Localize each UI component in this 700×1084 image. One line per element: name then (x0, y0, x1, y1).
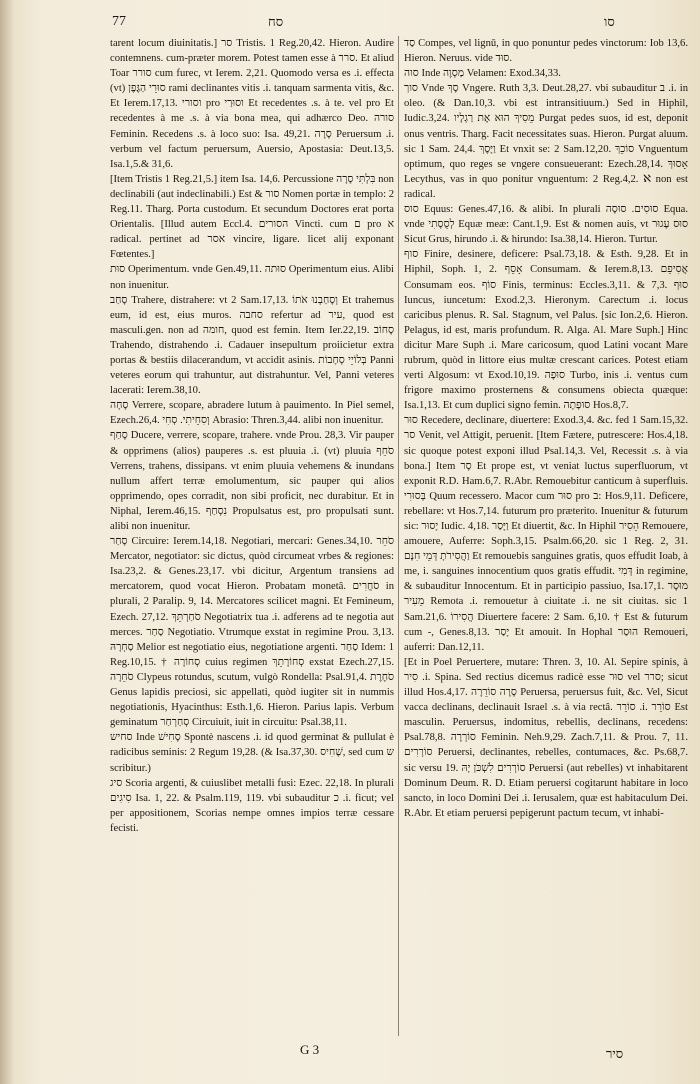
catchword: סיר (606, 1047, 624, 1062)
entry-sachish: סחיש Inde סָחִישׁ Spontè nascens .i. id quod germinat & pullulat è radicibus seminis: 2 Regum 19,28. (& Isa.37,30. שָׁחִיס, sed cum ש scribitur.) (110, 732, 394, 774)
entry-sus: סוס Equus: Genes.47,16. & alibi. In plurali סוּסִים. סוּסָה Equa. vnde לְסֻסָתִי Equæ meæ: Cant.1,9. Est & nomen auis, vt סוּס עָגוּר Sicut Grus, hirundo .i. & hirundo: Isa.38,14. Hieron. Turtur. (404, 204, 688, 246)
two-column-body (110, 36, 686, 1036)
entry-sar-item: [Item Tristis 1 Reg.21,5.] item Isa. 14,6. Percussione בִּלְתִּי סָרָה non declinabili (aut indeclinabili.) Est & סור Nomen portæ in templo: 2 Reg.11. Tharg. Porta custodum. Et secundum Doctores erat porta Orientalis. [Illud autem Eccl.4. הסורים Vincti. cum ם pro א radical. pertinet ad אסר vincire, ligare. licet alij exponant Fœtentes.] (110, 173, 394, 261)
running-header (0, 10, 700, 34)
page-footer (0, 1040, 700, 1070)
entry-sut: סוּת Operimentum. vnde Gen.49,11. סוּתה Operimentum eius. Alibi non inuenitur. (110, 264, 394, 291)
running-head-right: סו (604, 14, 615, 29)
entry-suh: סוה Inde מַסְוֶה Velamen: Exod.34,33. (404, 68, 561, 80)
entry-sad: סַד Compes, vel lignū, in quo ponuntur pedes vinctorum: Iob 13,6. Hieron. Neruus. vide סוּד. (404, 38, 688, 65)
entry-suf: סוף Finire, desinere, deficere: Psal.73,18. & Esth. 9,28. Et in Hiphil, Soph. 1, 2. אָסֵף Consumam. & Ierem.8,13. אֲסִיפֵם Consumam eos. סוֹף Finis, terminus: Eccles.3,11. & 7,3. סוּף Iuncus, iuncetum: Exod.2,3. Hieronym. Carectum .i. locus caricibus plenus. R. Sal. Stagnum, vel Palus. [sic Ion.2,6. Hieron. Pelagus, id est, maris profundum. R. Alga. Al. Mare Suph.] Hinc dicitur Mare Suph .i. Mare caricosum, quod Latini vocant Mare rubrum, quòd in littore eius multæ crescant carices. Potest etiam verti Algosum: vt Exod.10,19. סוּפָה Turbo, inis .i. ventus cum frigore maximo prosternens & consumens obiecta quæque: Isa.1,13. Et cum duplici signo femin. סוּפָתָה Hos.8,7. (404, 249, 688, 412)
entry-sachaf: סָחַף Ducere, verrere, scopare, trahere. vnde Prou. 28,3. Vir pauper & opprimens (alios) pauperes .s. est pluuia .i. (vt) pluuia סֹחֵף Verrens, trahens, dissipans. vt enim pluuia vehemens & inundans nullum affert terræ emolumentum, sic pauper qui alios opprimendo, opes corradit, non sibi proficit, nec durabitur. Et in Niphal, Ierem.46,15. נִסְחַף Propulsatus est, pro propulsati sunt. alibi non inuenitur. (110, 430, 394, 532)
left-column (110, 36, 394, 1036)
right-column (404, 36, 688, 1036)
column-divider (398, 36, 399, 1036)
gutter-shadow (0, 0, 14, 1084)
page-number: 77 (112, 14, 126, 29)
entry-sur-poel: [Et in Poel Peruertere, mutare: Thren. 3, 10. Al. Sepire spinis, à סִיר .i. Spina. Sed rectius dicemus radicè esse סוּר vel סרר; sicut illud Hos.4,17. סָרָה סוֹרֵרָה Peruersa, peruersus fuit, &c. Vel, Sicut vacca declinans, declinauit Israel .s. à via rectâ. סוֹרֵר .i. סוֹרֵר Est masculin. Peruersus, indomitus, rebellis, declinans, recedens: Psal.78,8. סוֹרְרָה Feminin. Neh.9,29. Zach.7,11. & Prou. 7, 11. סוֹרְרִים Peruersi, declinantes, rebelles, contumaces, &c. Ps.68,7. sic versu 19. סוֹרְרִים לִשְׁכֹּן יָהּ Peruersi (aut rebelles) vt inhabitarent Dominum Deum. R. D. Etiam peruersi cogitarunt habitare in loco sancto, in loco Domini Dei .i. Ierusalem, quæ est habitaculum Dei. R.Abr. Et etiam peruersi pepigerunt pactum tecum, vt inhabi- (404, 656, 688, 819)
signature-mark: G 3 (300, 1042, 320, 1057)
entry-such: סוך Vnde סָךְ Vngere. Ruth 3,3. Deut.28,27. vbi subauditur ב .i. in oleo. (& Dan.10,3. vbi est intransitiuum.) Sed in Hiphil, Iudic.3,24. מֵסִיךְ הוּא אֶת רַגְלָיו Purgat pedes suos, id est, deponit onus ventris. Tharg. Facit necessitates suas. Hieron. Purgat aluum. sic 1 Sam. 24,4. וַיָּסֶךְ Et vnxit se: 2 Sam.12,20. סוֹכֵךְ Vnguentum optimum, quo reges se vngere consueuerant: Ezech.28,14. אָסוּךְ Lecythus, vas in quo ponitur vnguentum: 2 Reg.4,2. ℵ non est radical. (404, 83, 688, 200)
entry-sar: tarent locum diuinitatis.] סר Tristis. 1 Reg.20,42. Hieron. Audire contemnens. cum-præter morem. Potest tamen esse à סרר. Et aliud Toar סורר cum furec, vt Ierem. 2,21. Quomodo versa es .i. effecta (vt) סוּרֵי הַגֶּפֶן rami declinantes vitis .i. tanquam sarmenta vitis, &c. Et Ierem.17,13. וסורי pro וסוּרַי Et recedentes .s. à te. vel pro Et recedentes à me .s. à via bona mea, qui adhærco Deo. סורה Feminin. Recedens .s. à loco suo: Isa. 49,21. סָרָה Peruersum .i. verbum vel factum peruersum, Auersio, Apostasia: Deut.13,5. Isa.1,5.& 31,6. (110, 38, 394, 170)
running-head-left: סח (268, 14, 284, 29)
entry-sig: סיג Scoria argenti, & cuiuslibet metalli fusi: Ezec. 22,18. In plurali סִיגִים Isa. 1, 22. & Psalm.119, 119. vbi subauditur כ .i. ficut; vel per appositionem, Scorias nempe omnes impios terræ cessare fecisti. (110, 777, 394, 834)
entry-sur: סוּר Recedere, declinare, diuertere: Exod.3,4. &c. fed 1 Sam.15,32. סר Venit, vel Attigit, peruenit. [Item Fætere, putrescere: Hos.4,18. sic quoque potest exponi illud Psal.14,3. Vel, Recessit .s. à via bona.] Item סָר Et prope est, vt veniat luctus superfluorum, vt exponit R.D. Ham.6,7. R.Abr. Remouebitur canticum à superfluis. בְּסוּרִי Quum recessero. Macor cum סוּר pro ב: Hos.9,11. Deficere, rebellare: vt Hos.7,14. futurum pro præterito. Inuenitur & futurum sic: יָסוּר Iudic. 4,18. וַיָּסַר Et diuertit, &c. In Hiphil הֵסִיר Remouere, amouere, Auferre: Soph.3,15. Psalm.66,20. sic 1 Reg. 2, 31. וַהֲסִירֹתָ דְּמֵי חִנָּם Et remouebis sanguines gratis, quos effudit Ioab, à me, i. sanguines innocentium quos gratis effudit. דְּמִי in regimine, & subauditur Innocentum. Et in participio passiuo, Isa.17,1. מוּסָר מֵעִיר Remota .i. remouetur à ciuitate .i. ne sit ciuitas. sic 1 Sam.21,6. הֲסִירוֹ Diuertere facere: 2 Sam. 6,10. † Est & futurum cum -, Genes.8,13. יָסַר Et amouit. In Hophal הוּסַר Remoueri, auferri: Dan.12,11. (404, 415, 688, 653)
entry-sachav: סָחַב Trahere, distrahere: vt 2 Sam.17,13. וְסָחַבְנוּ אֹתוֹ Et trahemus eum, id est, eius muros. סחבה refertur ad עיר, quod est masculi.gen. non ad חומה, quod est femin. Item Ier.22,19. סָחוֹב Trahendo, distrahendo .i. Cadauer insepultum proiicietur extra portas & bestiis dilacerandum, vt accidit asinis. בְּלוֹיֵי סְחָבוֹת Panni veteres eorum qui trahuntur, aut distrahuntur. Vel, Panni veteres lacerati: Ierem.38,10. (110, 294, 394, 397)
entry-sachar: סָחַר Circuire: Ierem.14,18. Negotiari, mercari: Genes.34,10. סֹחֵר Mercator, negotiator: sic dictus, quòd circumeat vrbes & regiones: Isa.23,2. & Genes.23,17. vbi dicitur, Argentum transiens ad mercatorem, quod vocat Hieron. Probatam monetâ. סֹחֲרִים in plurali, 2 Paralip. 9, 14. Mercatores scilicet magni. Et Femineum, Ezech. 27,12. סֹחַרְתֵּךְ Negotiatrix tua .i. adferens ad te negotia aut merces. סַחַר Negotiatio. Vtrumque exstat in regimine Prou. 3,13. סַחְרָהּ Melior est negotiatio eius, negotiatione argenti. סַחַר Idem: 1 Reg.10,15. † סְחוֹרָה cuius regimen סְחוֹרָתֵךְ exstat Ezech.27,15. סֹחֵרָה Clypeus rotundus, scutum, vulgò Rondella: Psal.91,4. סֹחֶרֶת Genus lapidis preciosi, sic appellati, quòd iugiter sit in nummis negotiationis, Hyacinthus: Esth.1,6. Hieron. Parius lapis. Verbum geminatum סְחַרְחַר Circuiuit, iuit in circuitu: Psal.38,11. (110, 536, 394, 729)
entry-sachah: סָחָה Verrere, scopare, abradere lutum à pauimento. In Piel semel, Ezech.26,4. וְסִחֵיתִי. סְחִי Abrasio: Thren.3,44. alibi non inuenitur. (110, 400, 394, 427)
